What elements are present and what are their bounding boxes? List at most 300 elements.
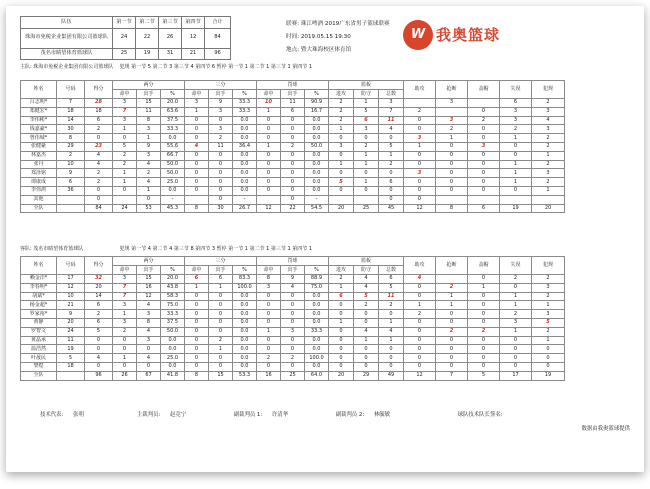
table-row xyxy=(21,310,565,319)
table-cell: 1 xyxy=(404,142,436,151)
table-cell: 0 xyxy=(281,151,305,160)
chief-ref-label: 主裁判员: xyxy=(136,412,161,418)
table-cell: 0.0 xyxy=(305,178,329,187)
table-cell: 43.8 xyxy=(161,283,185,292)
table-cell: 1 xyxy=(354,99,379,108)
table-cell: 0 xyxy=(379,354,404,363)
table-cell: 6 xyxy=(57,178,85,187)
summary-row-away xyxy=(21,48,231,60)
col-sub: % xyxy=(233,90,257,99)
table-cell: 0 xyxy=(379,134,404,143)
scoresheet xyxy=(6,6,644,472)
table-cell: 75.0 xyxy=(161,301,185,310)
table-cell: 0.0 xyxy=(233,345,257,354)
table-cell: 36.4 xyxy=(233,142,257,151)
table-cell: 3 xyxy=(113,99,137,108)
table-cell: 0.0 xyxy=(305,186,329,195)
table-cell: 0 xyxy=(379,345,404,354)
table-row xyxy=(21,283,565,292)
col-sub: 出手 xyxy=(281,90,305,99)
table-cell: 0 xyxy=(257,336,281,345)
table-cell: 0.0 xyxy=(305,336,329,345)
table-cell: 1 xyxy=(500,169,532,178)
col-sub: 命中 xyxy=(185,266,209,275)
table-cell: 1 xyxy=(185,283,209,292)
table-cell xyxy=(500,195,532,204)
table-cell: 2 xyxy=(500,310,532,319)
table-cell: 0 xyxy=(257,310,281,319)
col-name: 姓名 xyxy=(21,81,57,99)
table-cell: 66.7 xyxy=(161,151,185,160)
table-cell: 23 xyxy=(85,142,113,151)
table-cell: 0.0 xyxy=(233,116,257,125)
table-cell: 0 xyxy=(468,354,500,363)
table-cell xyxy=(354,195,379,204)
table-cell: 18 xyxy=(57,107,85,116)
col-tov: 失误 xyxy=(500,81,532,99)
table-cell: 100.0 xyxy=(305,354,329,363)
table-row xyxy=(21,125,565,134)
col-number: 号码 xyxy=(57,257,85,275)
summary-header-total: 合计 xyxy=(205,17,231,29)
table-cell: 1 xyxy=(500,292,532,301)
col-ast: 助攻 xyxy=(404,81,436,99)
table-cell: 1 xyxy=(257,107,281,116)
col-sub: 进攻 xyxy=(329,266,354,275)
col-three: 三分 xyxy=(185,81,257,90)
table-cell: 1 xyxy=(257,327,281,336)
col-two: 两分 xyxy=(113,257,185,266)
table-cell: 全队 xyxy=(21,371,57,380)
table-cell: 0 xyxy=(281,336,305,345)
table-cell: 2 xyxy=(500,275,532,284)
table-cell: 3 xyxy=(404,169,436,178)
table-cell: 赖金洋* xyxy=(21,275,57,284)
table-cell: 4 xyxy=(85,354,113,363)
table-cell: 0 xyxy=(257,362,281,371)
table-cell: 0 xyxy=(281,125,305,134)
table-cell: 29 xyxy=(354,371,379,380)
table-cell: 33.3 xyxy=(161,125,185,134)
table-cell: 1 xyxy=(209,345,233,354)
table-cell: 1 xyxy=(113,310,137,319)
table-cell: 0 xyxy=(209,310,233,319)
table-cell: 0 xyxy=(185,345,209,354)
table-cell: 0 xyxy=(354,186,379,195)
table-cell: 2 xyxy=(354,301,379,310)
chief-ref-name: 赵竞宁 xyxy=(169,412,187,418)
table-cell: 1 xyxy=(500,327,532,336)
table-cell: 2 xyxy=(329,107,354,116)
table-cell: 0 xyxy=(329,151,354,160)
table-cell: 0 xyxy=(185,178,209,187)
table-cell: 4 xyxy=(354,327,379,336)
table-cell: 50.0 xyxy=(161,327,185,336)
brand-logo-text: 我奥篮球 xyxy=(436,26,501,44)
table-cell: 0 xyxy=(468,318,500,327)
table-cell: 0 xyxy=(329,310,354,319)
table-cell: 林嘉杰 xyxy=(21,151,57,160)
table-cell xyxy=(57,371,85,380)
table-cell: 2 xyxy=(532,327,565,336)
table-cell xyxy=(257,195,281,204)
summary-cell: 26 xyxy=(159,28,182,48)
table-cell: 7 xyxy=(113,283,137,292)
table-cell: 0.0 xyxy=(233,151,257,160)
table-cell: 0 xyxy=(257,301,281,310)
table-cell: 0 xyxy=(137,345,161,354)
table-cell: 2 xyxy=(468,327,500,336)
table-cell: 0.0 xyxy=(233,178,257,187)
table-cell: 12 xyxy=(404,204,436,213)
table-cell: 0 xyxy=(468,160,500,169)
table-cell: 18 xyxy=(85,107,113,116)
table-cell: 7 xyxy=(57,99,85,108)
table-cell: 0 xyxy=(85,362,113,371)
table-cell: 2 xyxy=(329,116,354,125)
table-cell: 2 xyxy=(209,134,233,143)
table-cell: 0 xyxy=(281,160,305,169)
table-cell: 0 xyxy=(329,169,354,178)
table-cell: 2 xyxy=(85,125,113,134)
table-cell: 罗家裕* xyxy=(21,310,57,319)
table-cell: 2 xyxy=(57,151,85,160)
ump2-name: 林毓敏 xyxy=(373,412,391,418)
table-cell: 0.0 xyxy=(305,318,329,327)
table-cell: 8 xyxy=(185,204,209,213)
summary-cell: 24 xyxy=(113,28,136,48)
table-cell: 0 xyxy=(185,134,209,143)
table-cell: 37.5 xyxy=(161,116,185,125)
table-cell: 0 xyxy=(500,186,532,195)
table-cell: 50.0 xyxy=(305,142,329,151)
table-cell: 0.0 xyxy=(233,301,257,310)
table-cell: 6 xyxy=(185,275,209,284)
table-cell: 3 xyxy=(468,142,500,151)
table-cell: 0 xyxy=(379,310,404,319)
table-cell: 6 xyxy=(468,204,500,213)
brand-logo xyxy=(403,20,523,50)
table-cell: 0 xyxy=(404,186,436,195)
table-cell: 0 xyxy=(281,362,305,371)
table-cell: 0 xyxy=(404,178,436,187)
summary-cell: 25 xyxy=(113,48,136,60)
home-team-label: 主队: 珠海市免税企业集团有限公司篮球队 xyxy=(20,64,114,70)
table-cell: 1 xyxy=(500,301,532,310)
table-cell: 1 xyxy=(329,125,354,134)
table-cell: 0 xyxy=(185,151,209,160)
table-cell: 24 xyxy=(57,327,85,336)
col-points: 得分 xyxy=(85,257,113,275)
table-cell: 1 xyxy=(354,336,379,345)
table-cell: 0 xyxy=(436,336,468,345)
table-cell: 0 xyxy=(185,318,209,327)
table-cell: 2 xyxy=(532,160,565,169)
table-cell: 吕志明* xyxy=(21,99,57,108)
table-cell: 0 xyxy=(329,327,354,336)
table-cell: 20.0 xyxy=(161,99,185,108)
table-row xyxy=(21,99,565,108)
summary-header-row xyxy=(21,17,231,29)
table-cell: 2 xyxy=(85,169,113,178)
table-cell: 0 xyxy=(257,116,281,125)
table-cell: 0 xyxy=(354,354,379,363)
table-cell: 17 xyxy=(500,371,532,380)
table-cell: 6 xyxy=(85,301,113,310)
table-cell: 12 xyxy=(57,283,85,292)
home-header-row xyxy=(21,81,565,90)
table-cell: 0 xyxy=(185,354,209,363)
match-info xyxy=(286,18,390,57)
table-cell: 0 xyxy=(257,134,281,143)
table-cell: 0 xyxy=(404,160,436,169)
table-cell xyxy=(113,195,137,204)
table-cell: 0 xyxy=(436,318,468,327)
table-cell: 0 xyxy=(436,169,468,178)
table-cell: 0.0 xyxy=(233,292,257,301)
table-cell: 0 xyxy=(209,195,233,204)
col-sub: 进攻 xyxy=(329,90,354,99)
table-row xyxy=(21,151,565,160)
table-cell: 谭康成 xyxy=(21,178,57,187)
table-cell: 0 xyxy=(281,195,305,204)
table-cell: 2 xyxy=(257,354,281,363)
table-cell: 1 xyxy=(113,354,137,363)
table-cell: 1 xyxy=(209,283,233,292)
table-cell: 0 xyxy=(379,169,404,178)
table-cell: 2 xyxy=(500,125,532,134)
table-row xyxy=(21,354,565,363)
table-cell: 1 xyxy=(329,318,354,327)
table-cell: 84 xyxy=(85,204,113,213)
table-cell: 1 xyxy=(500,178,532,187)
table-cell: 0 xyxy=(404,116,436,125)
table-cell: 0 xyxy=(468,169,500,178)
table-row xyxy=(21,107,565,116)
table-cell: 14 xyxy=(57,116,85,125)
table-cell: 3 xyxy=(137,310,161,319)
table-cell: 0 xyxy=(209,301,233,310)
table-cell: 4 xyxy=(137,354,161,363)
table-cell: 0.0 xyxy=(305,125,329,134)
table-cell: 58.3 xyxy=(161,292,185,301)
table-cell: 0 xyxy=(113,345,137,354)
table-cell: 0 xyxy=(209,354,233,363)
table-cell: 0 xyxy=(379,186,404,195)
table-cell: 2 xyxy=(281,142,305,151)
table-cell: 张健豪 xyxy=(21,142,57,151)
table-cell: 0 xyxy=(281,318,305,327)
table-cell: 30 xyxy=(209,204,233,213)
table-cell: 3 xyxy=(500,107,532,116)
table-cell: 0 xyxy=(468,275,500,284)
table-cell: 3 xyxy=(532,310,565,319)
table-cell: 0 xyxy=(257,125,281,134)
table-cell: 5 xyxy=(354,107,379,116)
table-cell: 0 xyxy=(404,318,436,327)
table-cell: 12 xyxy=(137,292,161,301)
table-cell: 0 xyxy=(257,151,281,160)
table-cell: 5 xyxy=(532,318,565,327)
table-cell: 0 xyxy=(404,292,436,301)
table-row xyxy=(21,275,565,284)
summary-cell: 84 xyxy=(205,28,231,48)
table-cell: 26.7 xyxy=(233,204,257,213)
table-cell: 11 xyxy=(379,292,404,301)
table-cell: 6 xyxy=(281,107,305,116)
table-cell: 0 xyxy=(257,345,281,354)
table-cell: 0 xyxy=(257,160,281,169)
table-cell: 3 xyxy=(532,169,565,178)
table-cell: 1 xyxy=(436,292,468,301)
table-cell: 2 xyxy=(436,125,468,134)
table-cell: 0 xyxy=(257,318,281,327)
table-cell: 3 xyxy=(404,134,436,143)
col-reb: 篮板 xyxy=(329,257,404,266)
table-cell: 0 xyxy=(209,318,233,327)
table-cell: - xyxy=(305,195,329,204)
table-cell: 0 xyxy=(436,354,468,363)
col-sub: 出手 xyxy=(209,90,233,99)
col-three: 三分 xyxy=(185,257,257,266)
table-cell: 0 xyxy=(468,107,500,116)
table-cell: 21 xyxy=(57,301,85,310)
table-cell: 0 xyxy=(354,310,379,319)
col-sub: 命中 xyxy=(257,90,281,99)
table-cell: 1 xyxy=(379,151,404,160)
table-cell: 0 xyxy=(113,134,137,143)
table-cell: 25 xyxy=(281,371,305,380)
table-cell: 0 xyxy=(500,283,532,292)
table-cell: 0 xyxy=(329,186,354,195)
table-cell: 0 xyxy=(281,134,305,143)
table-cell: 4 xyxy=(137,327,161,336)
table-cell: 0 xyxy=(281,292,305,301)
table-cell: 8 xyxy=(137,318,161,327)
table-cell: 3 xyxy=(137,336,161,345)
table-cell: 1 xyxy=(329,283,354,292)
table-cell: 0 xyxy=(185,116,209,125)
table-cell: 0 xyxy=(85,195,113,204)
table-cell: 4 xyxy=(379,125,404,134)
table-cell: 7 xyxy=(113,292,137,301)
table-cell: 6 xyxy=(500,99,532,108)
table-cell: 33.3 xyxy=(233,99,257,108)
col-tov: 失误 xyxy=(500,257,532,275)
table-cell: 0 xyxy=(404,125,436,134)
table-cell: 25.0 xyxy=(161,178,185,187)
table-cell: 2 xyxy=(329,99,354,108)
table-cell: 0 xyxy=(436,186,468,195)
table-cell: 1 xyxy=(532,336,565,345)
table-cell: 胡斌* xyxy=(21,292,57,301)
table-cell: 0 xyxy=(436,160,468,169)
home-stats-table xyxy=(20,80,565,213)
table-cell: 50.0 xyxy=(161,160,185,169)
table-cell: 0 xyxy=(185,301,209,310)
table-cell: 50.0 xyxy=(161,169,185,178)
table-cell: 6 xyxy=(379,178,404,187)
table-cell: 63.6 xyxy=(161,107,185,116)
table-cell: 1 xyxy=(436,301,468,310)
table-cell: 15 xyxy=(137,99,161,108)
table-cell: 0 xyxy=(209,116,233,125)
table-cell: 88.9 xyxy=(305,275,329,284)
table-cell: 20 xyxy=(329,371,354,380)
table-cell: 0.0 xyxy=(233,186,257,195)
table-row xyxy=(21,195,565,204)
table-cell: 45.3 xyxy=(161,204,185,213)
summary-header-q1: 第一节 xyxy=(113,17,136,29)
table-cell: 15 xyxy=(137,275,161,284)
table-cell: 1 xyxy=(113,178,137,187)
table-cell: 2 xyxy=(379,301,404,310)
table-cell: 55.6 xyxy=(161,142,185,151)
col-sub: 命中 xyxy=(257,266,281,275)
table-cell: 67 xyxy=(137,371,161,380)
table-cell xyxy=(436,107,468,116)
table-cell: 10 xyxy=(57,160,85,169)
table-cell: 曾伟城* xyxy=(21,134,57,143)
table-cell: 6 xyxy=(85,116,113,125)
table-cell: 郑泽铭 xyxy=(21,169,57,178)
table-cell: 0.0 xyxy=(305,169,329,178)
table-cell: 0 xyxy=(209,151,233,160)
table-row xyxy=(21,142,565,151)
col-stl: 抢断 xyxy=(436,257,468,275)
table-cell: 0.0 xyxy=(233,336,257,345)
table-cell: 5 xyxy=(57,354,85,363)
table-cell: 0.0 xyxy=(233,125,257,134)
table-cell: 0 xyxy=(209,292,233,301)
table-cell: 6 xyxy=(354,116,379,125)
table-cell: 叶晟民 xyxy=(21,354,57,363)
away-header-row xyxy=(21,257,565,266)
col-ft: 罚球 xyxy=(257,81,329,90)
table-cell: 0 xyxy=(85,186,113,195)
table-cell: 16.7 xyxy=(305,107,329,116)
table-cell: 18 xyxy=(57,362,85,371)
table-cell: 2 xyxy=(209,336,233,345)
table-cell: 9 xyxy=(281,275,305,284)
table-cell: 0 xyxy=(404,362,436,371)
col-stl: 抢断 xyxy=(436,81,468,99)
table-cell: 6 xyxy=(85,318,113,327)
col-sub: 总数 xyxy=(379,266,404,275)
table-cell: 3 xyxy=(137,151,161,160)
table-cell: 30 xyxy=(57,125,85,134)
col-sub: 防守 xyxy=(354,266,379,275)
table-cell: 0.0 xyxy=(161,134,185,143)
table-cell: 0 xyxy=(329,345,354,354)
table-cell: 0.0 xyxy=(161,336,185,345)
summary-header-q3: 第三节 xyxy=(159,17,182,29)
table-cell: 0 xyxy=(500,142,532,151)
table-cell: 2 xyxy=(113,327,137,336)
table-cell: 3 xyxy=(113,318,137,327)
table-cell: 2 xyxy=(85,310,113,319)
table-cell: 0 xyxy=(113,362,137,371)
table-cell: 温浩然 xyxy=(21,345,57,354)
table-cell: 8 xyxy=(436,204,468,213)
table-cell: 1 xyxy=(532,186,565,195)
col-sub: % xyxy=(233,266,257,275)
table-cell: 3 xyxy=(436,99,468,108)
col-sub: 出手 xyxy=(137,266,161,275)
table-cell xyxy=(468,195,500,204)
table-cell: 2 xyxy=(137,169,161,178)
table-cell: 17 xyxy=(57,275,85,284)
